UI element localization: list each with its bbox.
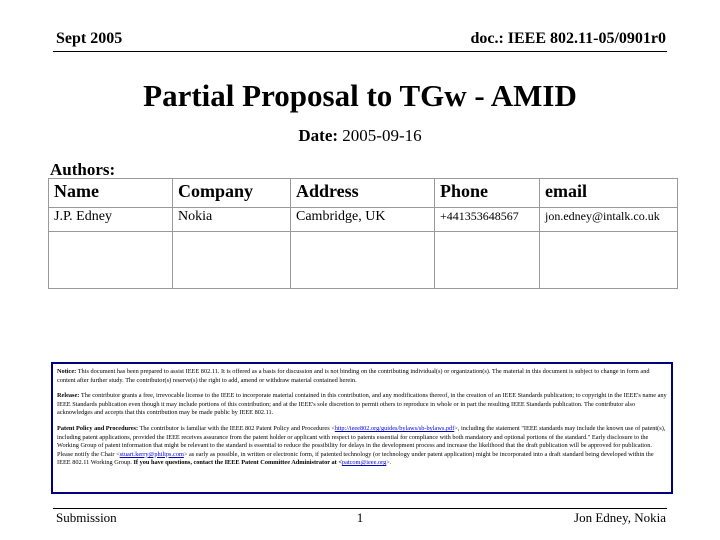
notice-text: This document has been prepared to assist IEEE 802.11. It is offered as a basis for discussion and is not binding on the contributing individual(s) or organization(s). The material in this document is subject to change in form and content after further study. The contributor(s) reserve(s) the right to add, amend or withdraw material contained herein.: [57, 368, 650, 384]
release-text: The contributor grants a free, irrevocable license to the IEEE to incorporate material contained in this contribution, and any modifications thereof, in the creation of an IEEE Standards publication; to copyright in the IEEE's name any IEEE Standards publication even though it may include portions of this contribution; and at the IEEE's sole discretion to permit others to reproduce in whole or in part the resulting IEEE Standards publication. The contributor also acknowledges and accepts that this contribution may be made public by IEEE 802.11.: [57, 392, 667, 417]
footer-divider: [53, 508, 667, 509]
column-header-company: Company: [173, 179, 291, 208]
release-paragraph: [57, 392, 668, 418]
date-value: 2005-09-16: [342, 126, 422, 145]
date-line: [0, 126, 720, 146]
date-label: Date:: [298, 126, 339, 145]
notice-paragraph: [57, 368, 668, 385]
table-row: [49, 208, 678, 232]
notice-label: Notice:: [57, 368, 77, 375]
cell-address: Cambridge, UK: [291, 208, 435, 232]
patent-contact-text: If you have questions, contact the IEEE Patent Committee Administrator at <: [133, 459, 342, 467]
cell-name: J.P. Edney: [49, 208, 173, 232]
patent-label: Patent Policy and Procedures:: [57, 424, 139, 432]
patent-text-d: >.: [386, 459, 392, 467]
header-date: Sept 2005: [56, 30, 123, 47]
patent-text-b: >, including the statement "IEEE standards may include the known use of patent(s), including patent applications, provided the IEEE receives assurance from the patent holder or applicant with respect to patents essential for compliance with both mandatory and optional portions of the standard." Early disclosure to the Working Group of patent information that might be relevant to the standard is essential to reduce the possibility for delays in the development process and increase the likelihood that the draft publication will be approved for publication. Please notify the Chair <: [57, 424, 666, 458]
cell-company: Nokia: [173, 208, 291, 232]
chair-email-link[interactable]: stuart.kerry@philips.com: [119, 450, 184, 458]
header-divider: [53, 51, 667, 52]
column-header-email: email: [540, 179, 678, 208]
patent-paragraph: [57, 425, 668, 468]
release-label: Release:: [57, 392, 80, 400]
column-header-phone: Phone: [435, 179, 540, 208]
footer-author: Jon Edney, Nokia: [574, 510, 666, 525]
bylaws-link[interactable]: http://ieee802.org/guides/bylaws/sb-bylaws.pdf: [334, 424, 455, 432]
notice-box: [51, 362, 673, 494]
header-doc-id: doc.: IEEE 802.11-05/0901r0: [470, 30, 666, 47]
patcom-email-link[interactable]: patcom@ieee.org: [341, 459, 387, 467]
table-row-empty: [49, 232, 678, 289]
table-header-row: [49, 179, 678, 208]
patent-text-c: > as early as possible, in written or electronic form, if patented technology (or technology under patent application) might be incorporated into a draft standard being developed within the IEEE 802.11 Working Group.: [57, 450, 654, 467]
cell-phone: +441353648567: [435, 208, 540, 232]
patent-text-a: The contributor is familiar with the IEEE 802 Patent Policy and Procedures <: [139, 424, 335, 432]
authors-label: Authors:: [50, 160, 116, 179]
footer-page-number: 1: [356, 510, 364, 525]
authors-table: [48, 178, 678, 289]
slide-title: Partial Proposal to TGw - AMID: [143, 78, 577, 113]
cell-email: jon.edney@intalk.co.uk: [540, 208, 678, 232]
column-header-address: Address: [291, 179, 435, 208]
footer-submission: Submission: [56, 510, 117, 525]
column-header-name: Name: [49, 179, 173, 208]
